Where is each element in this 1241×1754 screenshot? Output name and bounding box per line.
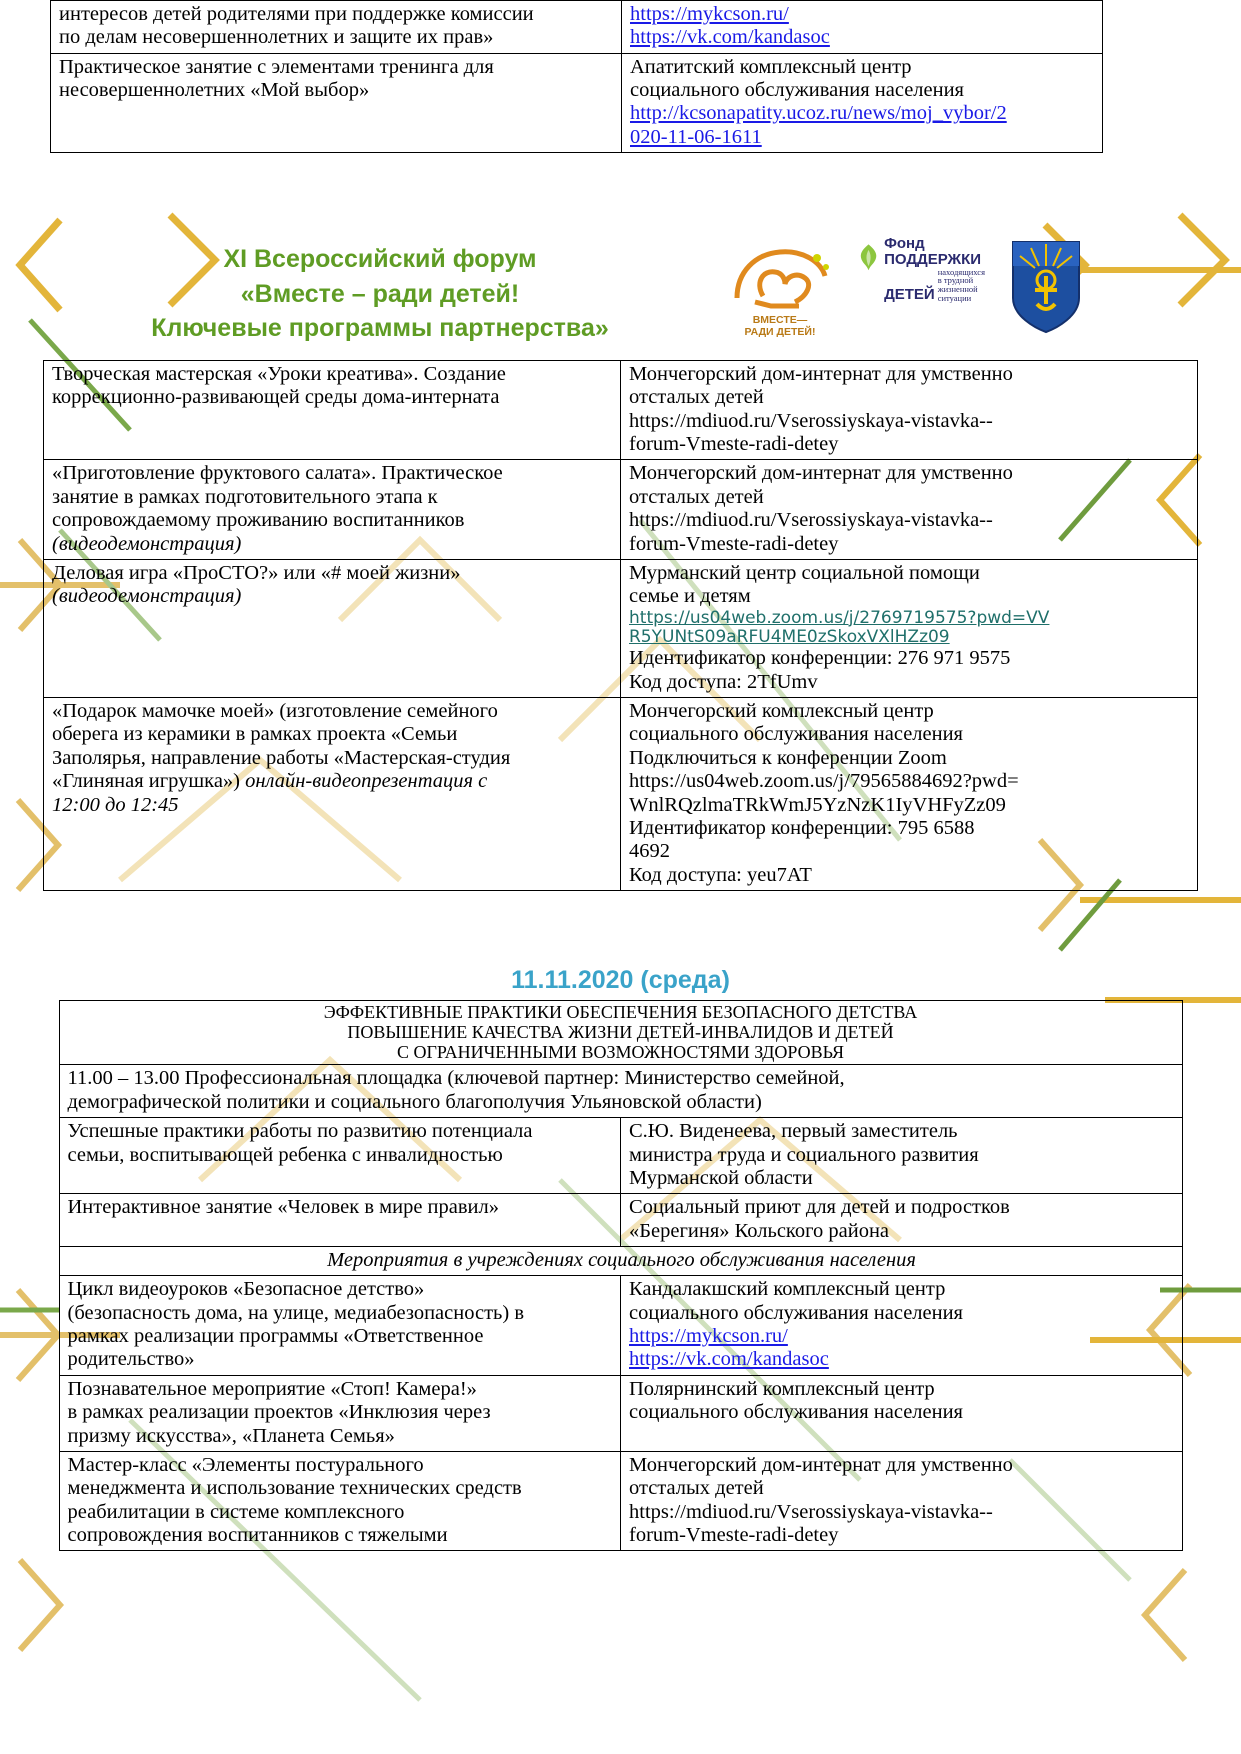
activity-cell bbox=[44, 559, 621, 697]
forum-title-line: Ключевые программы партнерства» bbox=[151, 314, 609, 342]
organization-line: Социальный приют для детей и подростков bbox=[629, 1196, 1010, 1219]
organization-line: отсталых детей bbox=[629, 1477, 764, 1500]
organization-cell bbox=[621, 1276, 1183, 1375]
speaker-line: министра труда и социального развития bbox=[629, 1143, 979, 1166]
hand-heart-icon bbox=[725, 236, 835, 310]
organization-line: социального обслуживания населения bbox=[630, 79, 964, 102]
activity-line: в рамках реализации проектов «Инклюзия через bbox=[67, 1401, 491, 1424]
table-row bbox=[44, 559, 1198, 697]
link-mykcson[interactable]: https://mykcson.ru/ bbox=[630, 3, 789, 25]
meeting-id: Идентификатор конференции: 795 6588 bbox=[629, 816, 975, 839]
activity-line bbox=[52, 770, 614, 793]
organization-line: Мончегорский дом-интернат для умственно bbox=[629, 363, 1013, 385]
activity-line: Успешные практики работы по развитию потенциала bbox=[67, 1120, 533, 1143]
speaker-line: Мурманской области bbox=[629, 1166, 813, 1189]
table-row bbox=[51, 1, 1103, 54]
activity-line: несовершеннолетних «Мой выбор» bbox=[59, 79, 370, 102]
link-mykcson[interactable]: https://mykcson.ru/ bbox=[629, 1325, 788, 1348]
program-table-1 bbox=[43, 360, 1198, 891]
organization-cell bbox=[622, 53, 1103, 152]
organization-line: семье и детям bbox=[629, 585, 751, 608]
coat-of-arms-icon bbox=[1007, 236, 1085, 336]
fond-sub-line: в трудной bbox=[937, 275, 974, 286]
activity-cell bbox=[44, 460, 621, 559]
link-mdiuod-cont[interactable]: forum-Vmeste-radi-detey bbox=[629, 433, 839, 456]
fond-logo-subtext bbox=[938, 268, 985, 304]
fond-sub-line: жизненной bbox=[937, 284, 978, 295]
forum-header bbox=[0, 236, 1241, 356]
table-row bbox=[59, 1065, 1182, 1118]
link-zoom-meeting[interactable]: https://us04web.zoom.us/j/2769719575?pwd=VV bbox=[629, 607, 1050, 628]
program-table-2-section bbox=[0, 1000, 1241, 1551]
activity-line: «Подарок мамочке моей» (изготовление семейного bbox=[52, 700, 498, 723]
activity-cell bbox=[44, 698, 621, 891]
tree-icon bbox=[857, 236, 880, 280]
activity-cell bbox=[51, 53, 622, 152]
activity-line: «Приготовление фруктового салата». Практическое bbox=[52, 462, 503, 485]
vmeste-logo-line: ВМЕСТЕ— bbox=[752, 314, 808, 326]
table-row bbox=[59, 1194, 1182, 1247]
organization-line: социального обслуживания населения bbox=[629, 1301, 963, 1324]
table-row bbox=[59, 1001, 1182, 1065]
activity-line: коррекционно-развивающей среды дома-интерната bbox=[52, 386, 500, 409]
fond-sub-line: находящихся bbox=[937, 266, 985, 277]
activity-line: семьи, воспитывающей ребенка с инвалидностью bbox=[67, 1143, 503, 1166]
table-row bbox=[44, 361, 1198, 460]
table-row bbox=[44, 698, 1198, 891]
organization-cell bbox=[621, 559, 1198, 697]
activity-line: по делам несовершеннолетних и защите их прав» bbox=[59, 26, 494, 49]
link-kcsonapatity[interactable]: http://kcsonapatity.ucoz.ru/news/moj_vybor/2 bbox=[630, 102, 1007, 125]
activity-note-inline: онлайн-видеопрезентация с bbox=[240, 770, 488, 793]
organization-cell bbox=[621, 361, 1198, 460]
activity-line: Деловая игра «ПроСТО?» или «# моей жизни» bbox=[52, 561, 461, 584]
link-vk-kandasoc[interactable]: https://vk.com/kandasoc bbox=[630, 26, 830, 49]
table-row bbox=[59, 1118, 1182, 1194]
organization-cell bbox=[621, 460, 1198, 559]
vmeste-logo-text bbox=[725, 315, 835, 338]
organization-line: отсталых детей bbox=[629, 485, 764, 508]
table-row bbox=[59, 1246, 1182, 1275]
activity-cell bbox=[59, 1194, 621, 1247]
vmeste-logo-line: РАДИ ДЕТЕЙ! bbox=[744, 325, 816, 338]
date-heading: 11.11.2020 (среда) bbox=[511, 966, 730, 994]
organization-cell bbox=[621, 1194, 1183, 1247]
organization-line: «Берегиня» Кольского района bbox=[629, 1219, 890, 1242]
activity-line-text: «Глиняная игрушка») bbox=[52, 770, 241, 793]
activity-line: Цикл видеоуроков «Безопасное детство» bbox=[67, 1278, 425, 1301]
link-mdiuod[interactable]: https://mdiuod.ru/Vserossiyskaya-vistavka-- bbox=[629, 1500, 993, 1523]
fond-logo-line: ПОДДЕРЖКИ bbox=[884, 250, 982, 268]
forum-title bbox=[95, 242, 665, 346]
top-table-section bbox=[0, 0, 1241, 153]
meeting-passcode: Код доступа: 2TfUmv bbox=[629, 670, 818, 693]
activity-line: менеджмента и использование технических средств bbox=[67, 1477, 522, 1500]
program-table-1-section bbox=[0, 360, 1241, 891]
table-row bbox=[59, 1451, 1182, 1550]
organization-line: Апатитский комплексный центр bbox=[630, 55, 912, 78]
top-table bbox=[50, 0, 1103, 153]
fond-podderzhki-detey-logo bbox=[857, 236, 985, 340]
activity-cell bbox=[44, 361, 621, 460]
zoom-join-label: Подключиться к конференции Zoom bbox=[629, 746, 947, 769]
activity-cell bbox=[51, 1, 622, 54]
activity-line: Познавательное мероприятие «Стоп! Камера!» bbox=[67, 1377, 477, 1400]
fond-logo-line: Фонд bbox=[884, 235, 925, 252]
link-zoom-meeting-cont[interactable]: R5YUNtS09aRFU4ME0zSkoxVXlHZz09 bbox=[629, 626, 950, 647]
activity-line: Творческая мастерская «Уроки креатива». Создание bbox=[52, 363, 506, 385]
murmansk-coat-of-arms bbox=[1007, 236, 1089, 340]
link-zoom-meeting-cont[interactable]: WnlRQzlmaTRkWmJ5YzNzK1IyVHFyZz09 bbox=[629, 793, 1006, 816]
organization-line: Мончегорский дом-интернат для умственно bbox=[629, 462, 1013, 485]
table-row bbox=[44, 460, 1198, 559]
organization-line: Мончегорский дом-интернат для умственно bbox=[629, 1453, 1013, 1476]
organization-cell bbox=[622, 1, 1103, 54]
forum-title-line: «Вместе – ради детей! bbox=[240, 279, 520, 308]
activity-note: (видеодемонстрация) bbox=[52, 532, 242, 555]
activity-cell bbox=[59, 1118, 621, 1194]
banner-line: ЭФФЕКТИВНЫЕ ПРАКТИКИ ОБЕСПЕЧЕНИЯ БЕЗОПАСНОГО ДЕТСТВА bbox=[323, 1002, 918, 1022]
session-line: 11.00 – 13.00 Профессиональная площадка (ключевой партнер: Министерство семейной, bbox=[67, 1067, 845, 1090]
activity-line: интересов детей родителями при поддержке комиссии bbox=[59, 3, 534, 25]
activity-cell bbox=[59, 1276, 621, 1375]
logo-group bbox=[725, 236, 1089, 340]
organization-line: Кандалакшский комплексный центр bbox=[629, 1278, 946, 1301]
fond-sub-line: ситуации bbox=[937, 293, 972, 304]
activity-note: (видеодемонстрация) bbox=[52, 585, 242, 608]
activity-line: Заполярья, направление работы «Мастерская-студия bbox=[52, 746, 511, 769]
session-line: демографической политики и социального благополучия Ульяновской области) bbox=[67, 1090, 762, 1113]
activity-cell bbox=[59, 1451, 621, 1550]
forum-title-line: XI Всероссийский форум bbox=[223, 245, 537, 273]
link-mdiuod[interactable]: https://mdiuod.ru/Vserossiyskaya-vistavka-- bbox=[629, 509, 993, 532]
activity-line: Интерактивное занятие «Человек в мире правил» bbox=[67, 1196, 499, 1219]
section-banner bbox=[59, 1001, 1182, 1065]
activity-line: сопровождения воспитанников с тяжелыми bbox=[67, 1523, 448, 1546]
organization-line: социального обслуживания населения bbox=[629, 723, 963, 746]
banner-line: ПОВЫШЕНИЕ КАЧЕСТВА ЖИЗНИ ДЕТЕЙ-ИНВАЛИДОВ И ДЕТЕЙ bbox=[347, 1022, 894, 1043]
activity-line: Мастер-класс «Элементы постурального bbox=[67, 1453, 424, 1476]
organization-line: отсталых детей bbox=[629, 386, 764, 409]
activity-line: рамках реализации программы «Ответственное bbox=[67, 1325, 484, 1348]
session-info bbox=[59, 1065, 1182, 1118]
program-table-2 bbox=[59, 1000, 1183, 1551]
link-mdiuod-cont[interactable]: forum-Vmeste-radi-detey bbox=[629, 532, 839, 555]
link-zoom-meeting[interactable]: https://us04web.zoom.us/j/79565884692?pwd= bbox=[629, 770, 1019, 793]
meeting-passcode: Код доступа: yeu7AT bbox=[629, 863, 812, 886]
activity-line: занятие в рамках подготовительного этапа к bbox=[52, 485, 438, 508]
banner-line: С ОГРАНИЧЕННЫМИ ВОЗМОЖНОСТЯМИ ЗДОРОВЬЯ bbox=[396, 1042, 845, 1063]
organization-line: Полярнинский комплексный центр bbox=[629, 1377, 935, 1400]
organization-line: Мончегорский комплексный центр bbox=[629, 700, 934, 723]
table-row bbox=[51, 53, 1103, 152]
organization-line: Мурманский центр социальной помощи bbox=[629, 561, 980, 584]
link-mdiuod[interactable]: https://mdiuod.ru/Vserossiyskaya-vistavka-- bbox=[629, 409, 993, 432]
vmeste-radi-detey-logo bbox=[725, 236, 835, 340]
organization-line: социального обслуживания населения bbox=[629, 1401, 963, 1424]
activity-line: сопровождаемому проживанию воспитанников bbox=[52, 509, 465, 532]
speaker-line: С.Ю. Виденеева, первый заместитель bbox=[629, 1120, 958, 1143]
activity-line: (безопасность дома, на улице, медиабезопасность) в bbox=[67, 1301, 525, 1324]
activity-line: родительство» bbox=[67, 1348, 195, 1371]
activity-line: призму искусства», «Планета Семья» bbox=[67, 1424, 395, 1447]
meeting-id-cont: 4692 bbox=[629, 840, 670, 863]
meeting-id: Идентификатор конференции: 276 971 9575 bbox=[629, 647, 1011, 670]
fond-logo-line: ДЕТЕЙ bbox=[884, 286, 935, 304]
link-vk-kandasoc[interactable]: https://vk.com/kandasoc bbox=[629, 1348, 829, 1371]
activity-line: Практическое занятие с элементами тренинга для bbox=[59, 55, 494, 78]
table-row bbox=[59, 1375, 1182, 1451]
activity-cell bbox=[59, 1375, 621, 1451]
link-mdiuod-cont[interactable]: forum-Vmeste-radi-detey bbox=[629, 1523, 839, 1546]
activity-line: оберега из керамики в рамках проекта «Семьи bbox=[52, 723, 458, 746]
organization-cell bbox=[621, 698, 1198, 891]
section-subtitle: Мероприятия в учреждениях социального обслуживания населения bbox=[59, 1246, 1182, 1275]
table-row bbox=[59, 1276, 1182, 1375]
activity-line: реабилитации в системе комплексного bbox=[67, 1500, 405, 1523]
activity-time-note: 12:00 до 12:45 bbox=[52, 793, 179, 816]
speaker-cell bbox=[621, 1118, 1183, 1194]
link-kcsonapatity-cont[interactable]: 020-11-06-1611 bbox=[630, 125, 762, 148]
organization-cell bbox=[621, 1451, 1183, 1550]
organization-cell bbox=[621, 1375, 1183, 1451]
